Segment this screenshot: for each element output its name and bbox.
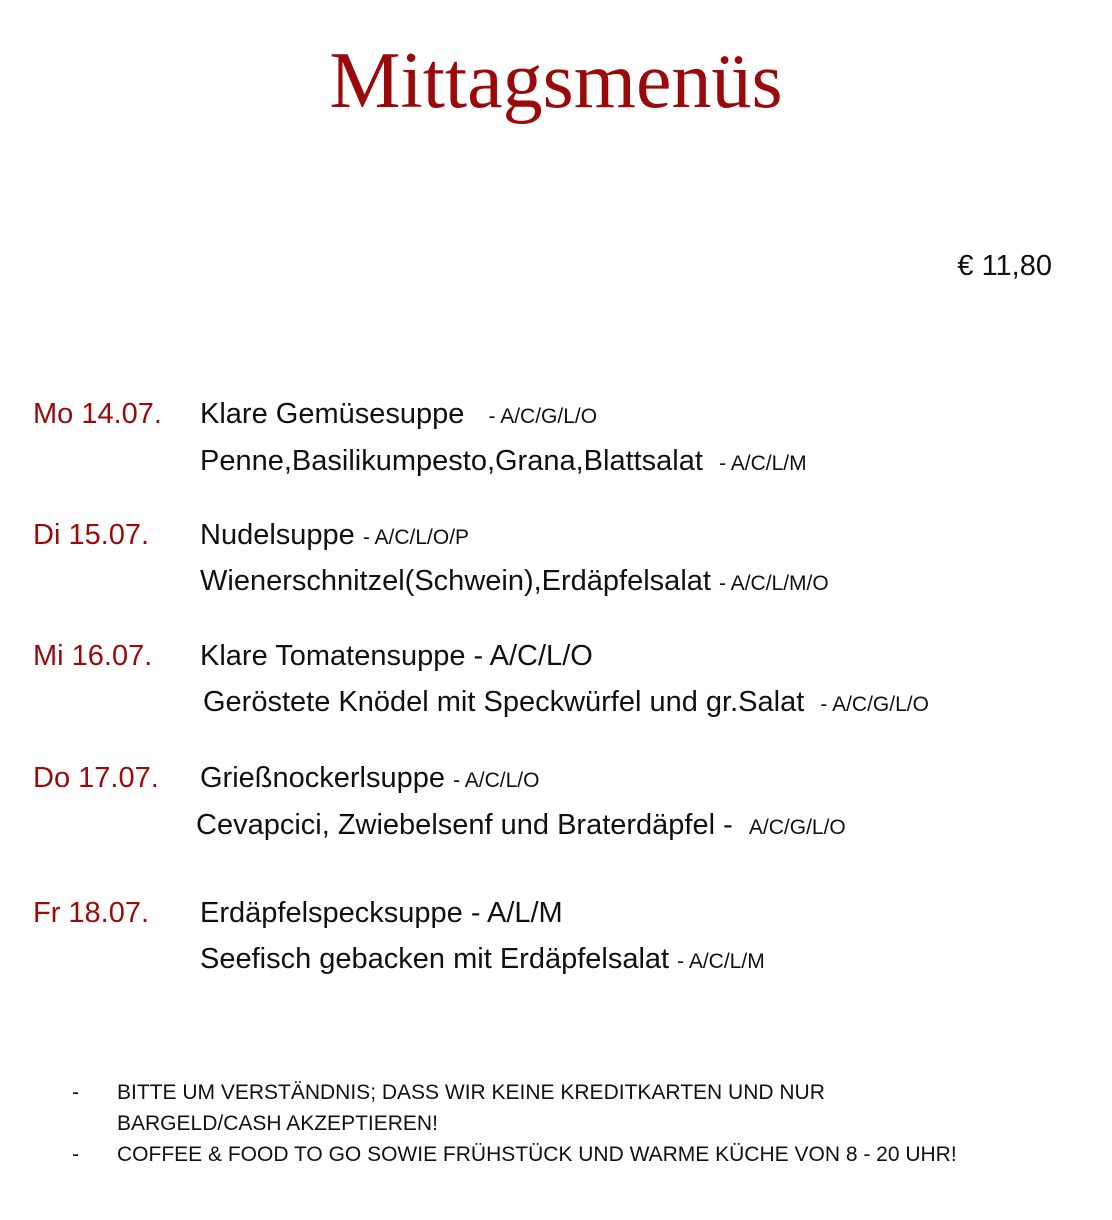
main-name: Cevapcici, Zwiebelsenf und Braterdäpfel -	[196, 809, 733, 841]
soup-allergens: - A/L/M	[470, 897, 563, 929]
soup-allergens: - A/C/L/O/P	[362, 526, 470, 549]
menu-day-wednesday	[0, 639, 1112, 739]
day-label: Fr 18.07.	[33, 897, 150, 929]
day-label: Di 15.07.	[33, 519, 150, 551]
menu-day-tuesday	[0, 518, 1112, 618]
day-label: Do 17.07.	[33, 762, 159, 794]
soup-name: Klare Gemüsesuppe	[200, 398, 465, 430]
main-allergens: - A/C/L/M	[719, 452, 807, 475]
main-name: Wienerschnitzel(Schwein),Erdäpfelsalat	[200, 565, 711, 597]
soup-allergens: - A/C/L/O	[453, 769, 540, 792]
note-item	[0, 1077, 1112, 1139]
note-item	[0, 1139, 1112, 1170]
menu-day-monday	[0, 397, 1112, 497]
main-name: Seefisch gebacken mit Erdäpfelsalat	[200, 943, 670, 975]
soup-line	[200, 639, 593, 673]
note-text: COFFEE & FOOD TO GO SOWIE FRÜHSTÜCK UND WARME KÜCHE VON 8 - 20 UHR!	[117, 1143, 957, 1166]
main-line	[203, 685, 929, 722]
menu-price: € 11,80	[957, 250, 1052, 282]
soup-line	[200, 761, 539, 798]
day-label: Mi 16.07.	[33, 640, 153, 672]
soup-name: Klare Tomatensuppe	[200, 640, 466, 672]
menu-title: Mittagsmenüs	[329, 37, 783, 125]
soup-allergens: - A/C/G/L/O	[488, 405, 598, 428]
soup-line	[200, 397, 597, 434]
main-line	[196, 808, 846, 845]
main-line	[200, 564, 829, 601]
main-allergens: - A/C/G/L/O	[820, 693, 929, 716]
menu-day-friday	[0, 896, 1112, 996]
note-dash: -	[72, 1081, 79, 1104]
main-line	[200, 444, 807, 481]
soup-allergens: - A/C/L/O	[473, 640, 593, 672]
soup-name: Grießnockerlsuppe	[200, 762, 445, 794]
menu-day-thursday	[0, 761, 1112, 861]
soup-line	[200, 518, 469, 555]
note-dash: -	[72, 1143, 79, 1166]
soup-line	[200, 896, 563, 930]
notes-list	[0, 1077, 1112, 1177]
soup-name: Nudelsuppe	[200, 519, 355, 551]
main-name: Geröstete Knödel mit Speckwürfel und gr.Salat	[203, 686, 805, 718]
note-text: BITTE UM VERSTÄNDNIS; DASS WIR KEINE KREDITKARTEN UND NUR BARGELD/CASH AKZEPTIEREN!	[117, 1081, 825, 1135]
soup-name: Erdäpfelspecksuppe	[200, 897, 463, 929]
main-name: Penne,Basilikumpesto,Grana,Blattsalat	[200, 445, 703, 477]
main-line	[200, 942, 765, 979]
main-allergens: - A/C/L/M/O	[719, 572, 829, 595]
day-label: Mo 14.07.	[33, 398, 162, 430]
main-allergens: - A/C/L/M	[677, 950, 765, 973]
main-allergens: A/C/G/L/O	[748, 816, 846, 839]
